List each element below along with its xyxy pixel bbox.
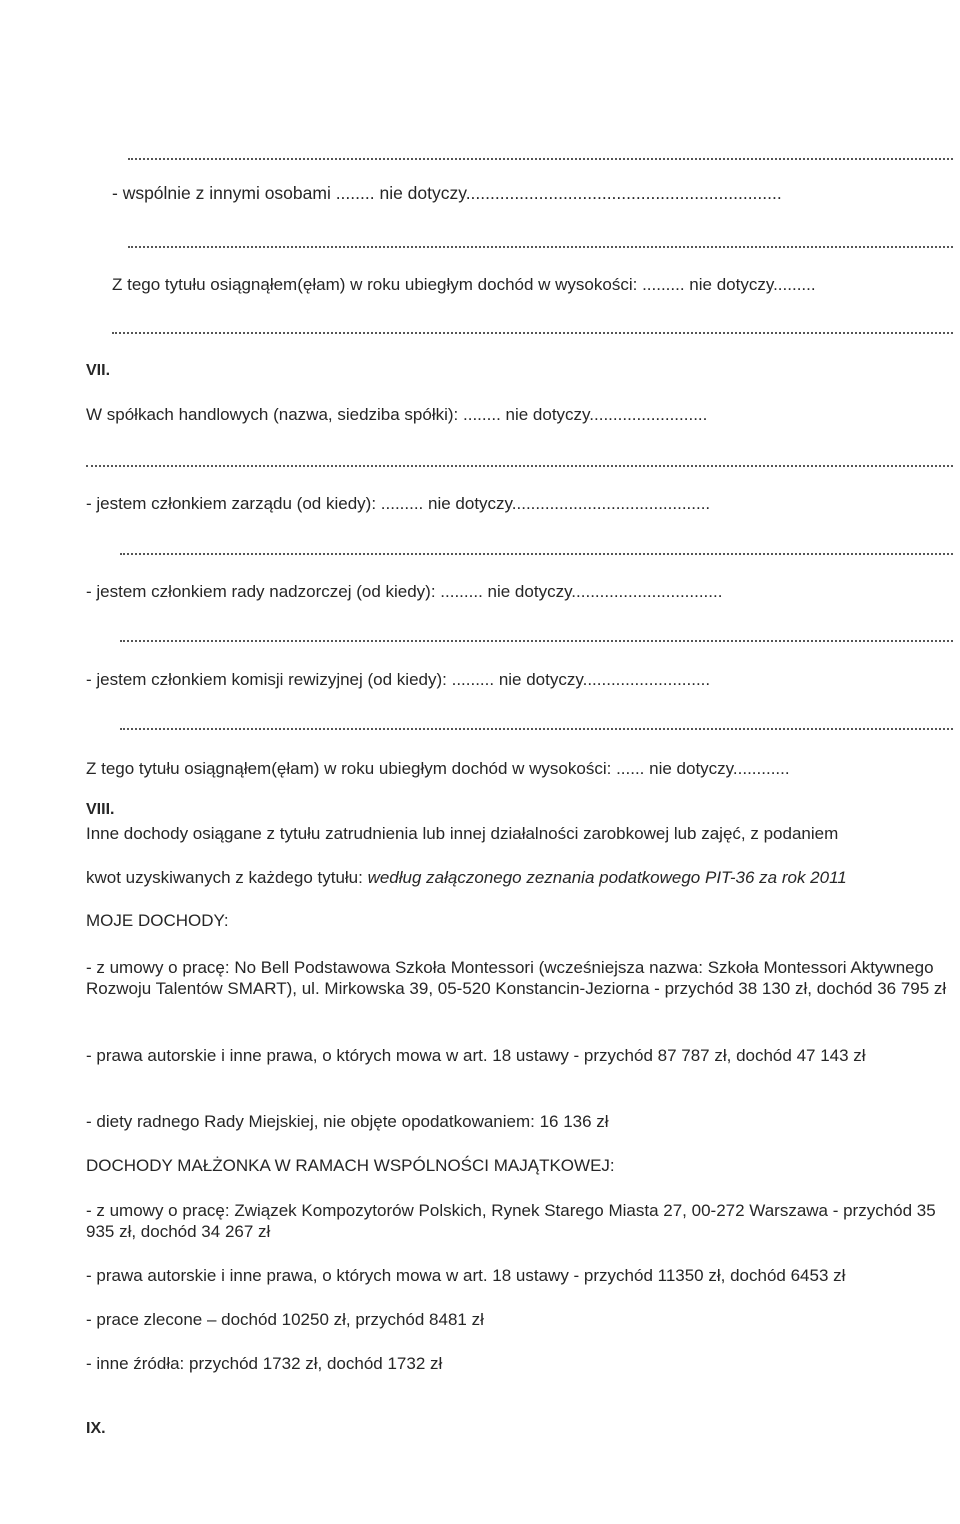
- board-member-line: - jestem członkiem zarządu (od kiedy): ......... nie dotyczy..........................................: [86, 494, 711, 513]
- my-income-item: - diety radnego Rady Miejskiej, nie objęte opodatkowaniem: 16 136 zł: [86, 1112, 609, 1131]
- other-income-intro-line1: Inne dochody osiągane z tytułu zatrudnienia lub innej działalności zarobkowej lub zajęć, z podaniem: [86, 824, 839, 843]
- spouse-income-item: - prace zlecone – dochód 10250 zł, przychód 8481 zł: [86, 1310, 484, 1329]
- my-income-item: - z umowy o pracę: No Bell Podstawowa Szkoła Montessori (wcześniejsza nazwa: Szkoła Montessori Aktywnego Rozwoju Talentów SMART), ul. Mirkowska 39, 05-520 Konstancin-Jeziorna - przychód 38 130 zł, dochód 36 795 zł: [86, 958, 947, 998]
- audit-committee-line: - jestem członkiem komisji rewizyjnej (od kiedy): ......... nie dotyczy...........................: [86, 670, 711, 689]
- companies-line: W spółkach handlowych (nazwa, siedziba spółki): ........ nie dotyczy.........................: [86, 405, 708, 424]
- joint-ownership-line: - wspólnie z innymi osobami ........ nie dotyczy.................................................................: [112, 183, 782, 203]
- dotted-fill-line: [86, 465, 953, 467]
- intro-prefix: kwot uzyskiwanych z każdego tytułu:: [86, 868, 368, 887]
- section-number-viii: VIII.: [86, 801, 115, 818]
- other-income-intro-line2: [86, 868, 847, 888]
- intro-italic-note: według załączonego zeznania podatkowego PIT-36 za rok 2011: [367, 868, 847, 887]
- spouse-income-item: - z umowy o pracę: Związek Kompozytorów Polskich, Rynek Starego Miasta 27, 00-272 Warszawa - przychód 35 935 zł, dochód 34 267 zł: [86, 1201, 936, 1241]
- dotted-fill-line: [128, 158, 953, 160]
- dotted-fill-line: [112, 332, 953, 334]
- my-income-item: - prawa autorskie i inne prawa, o których mowa w art. 18 ustawy - przychód 87 787 zł, dochód 47 143 zł: [86, 1046, 866, 1065]
- spouse-income-item: - inne źródła: przychód 1732 zł, dochód 1732 zł: [86, 1354, 443, 1373]
- section-number-ix: IX.: [86, 1420, 106, 1437]
- dotted-fill-line: [120, 553, 953, 555]
- section-number-vii: VII.: [86, 362, 111, 379]
- dotted-fill-line: [120, 640, 953, 642]
- dotted-fill-line: [128, 246, 953, 248]
- dotted-fill-line: [120, 728, 953, 730]
- income-from-title-line: Z tego tytułu osiągnąłem(ęłam) w roku ubiegłym dochód w wysokości: ......... nie dotyczy.........: [112, 275, 816, 294]
- spouse-income-item: - prawa autorskie i inne prawa, o których mowa w art. 18 ustawy - przychód 11350 zł, dochód 6453 zł: [86, 1266, 846, 1285]
- my-income-heading: MOJE DOCHODY:: [86, 911, 229, 930]
- income-from-title-line: Z tego tytułu osiągnąłem(ęłam) w roku ubiegłym dochód w wysokości: ...... nie dotyczy............: [86, 759, 790, 778]
- supervisory-board-line: - jestem członkiem rady nadzorczej (od kiedy): ......... nie dotyczy................................: [86, 582, 723, 601]
- spouse-income-heading: DOCHODY MAŁŻONKA W RAMACH WSPÓLNOŚCI MAJĄTKOWEJ:: [86, 1156, 615, 1175]
